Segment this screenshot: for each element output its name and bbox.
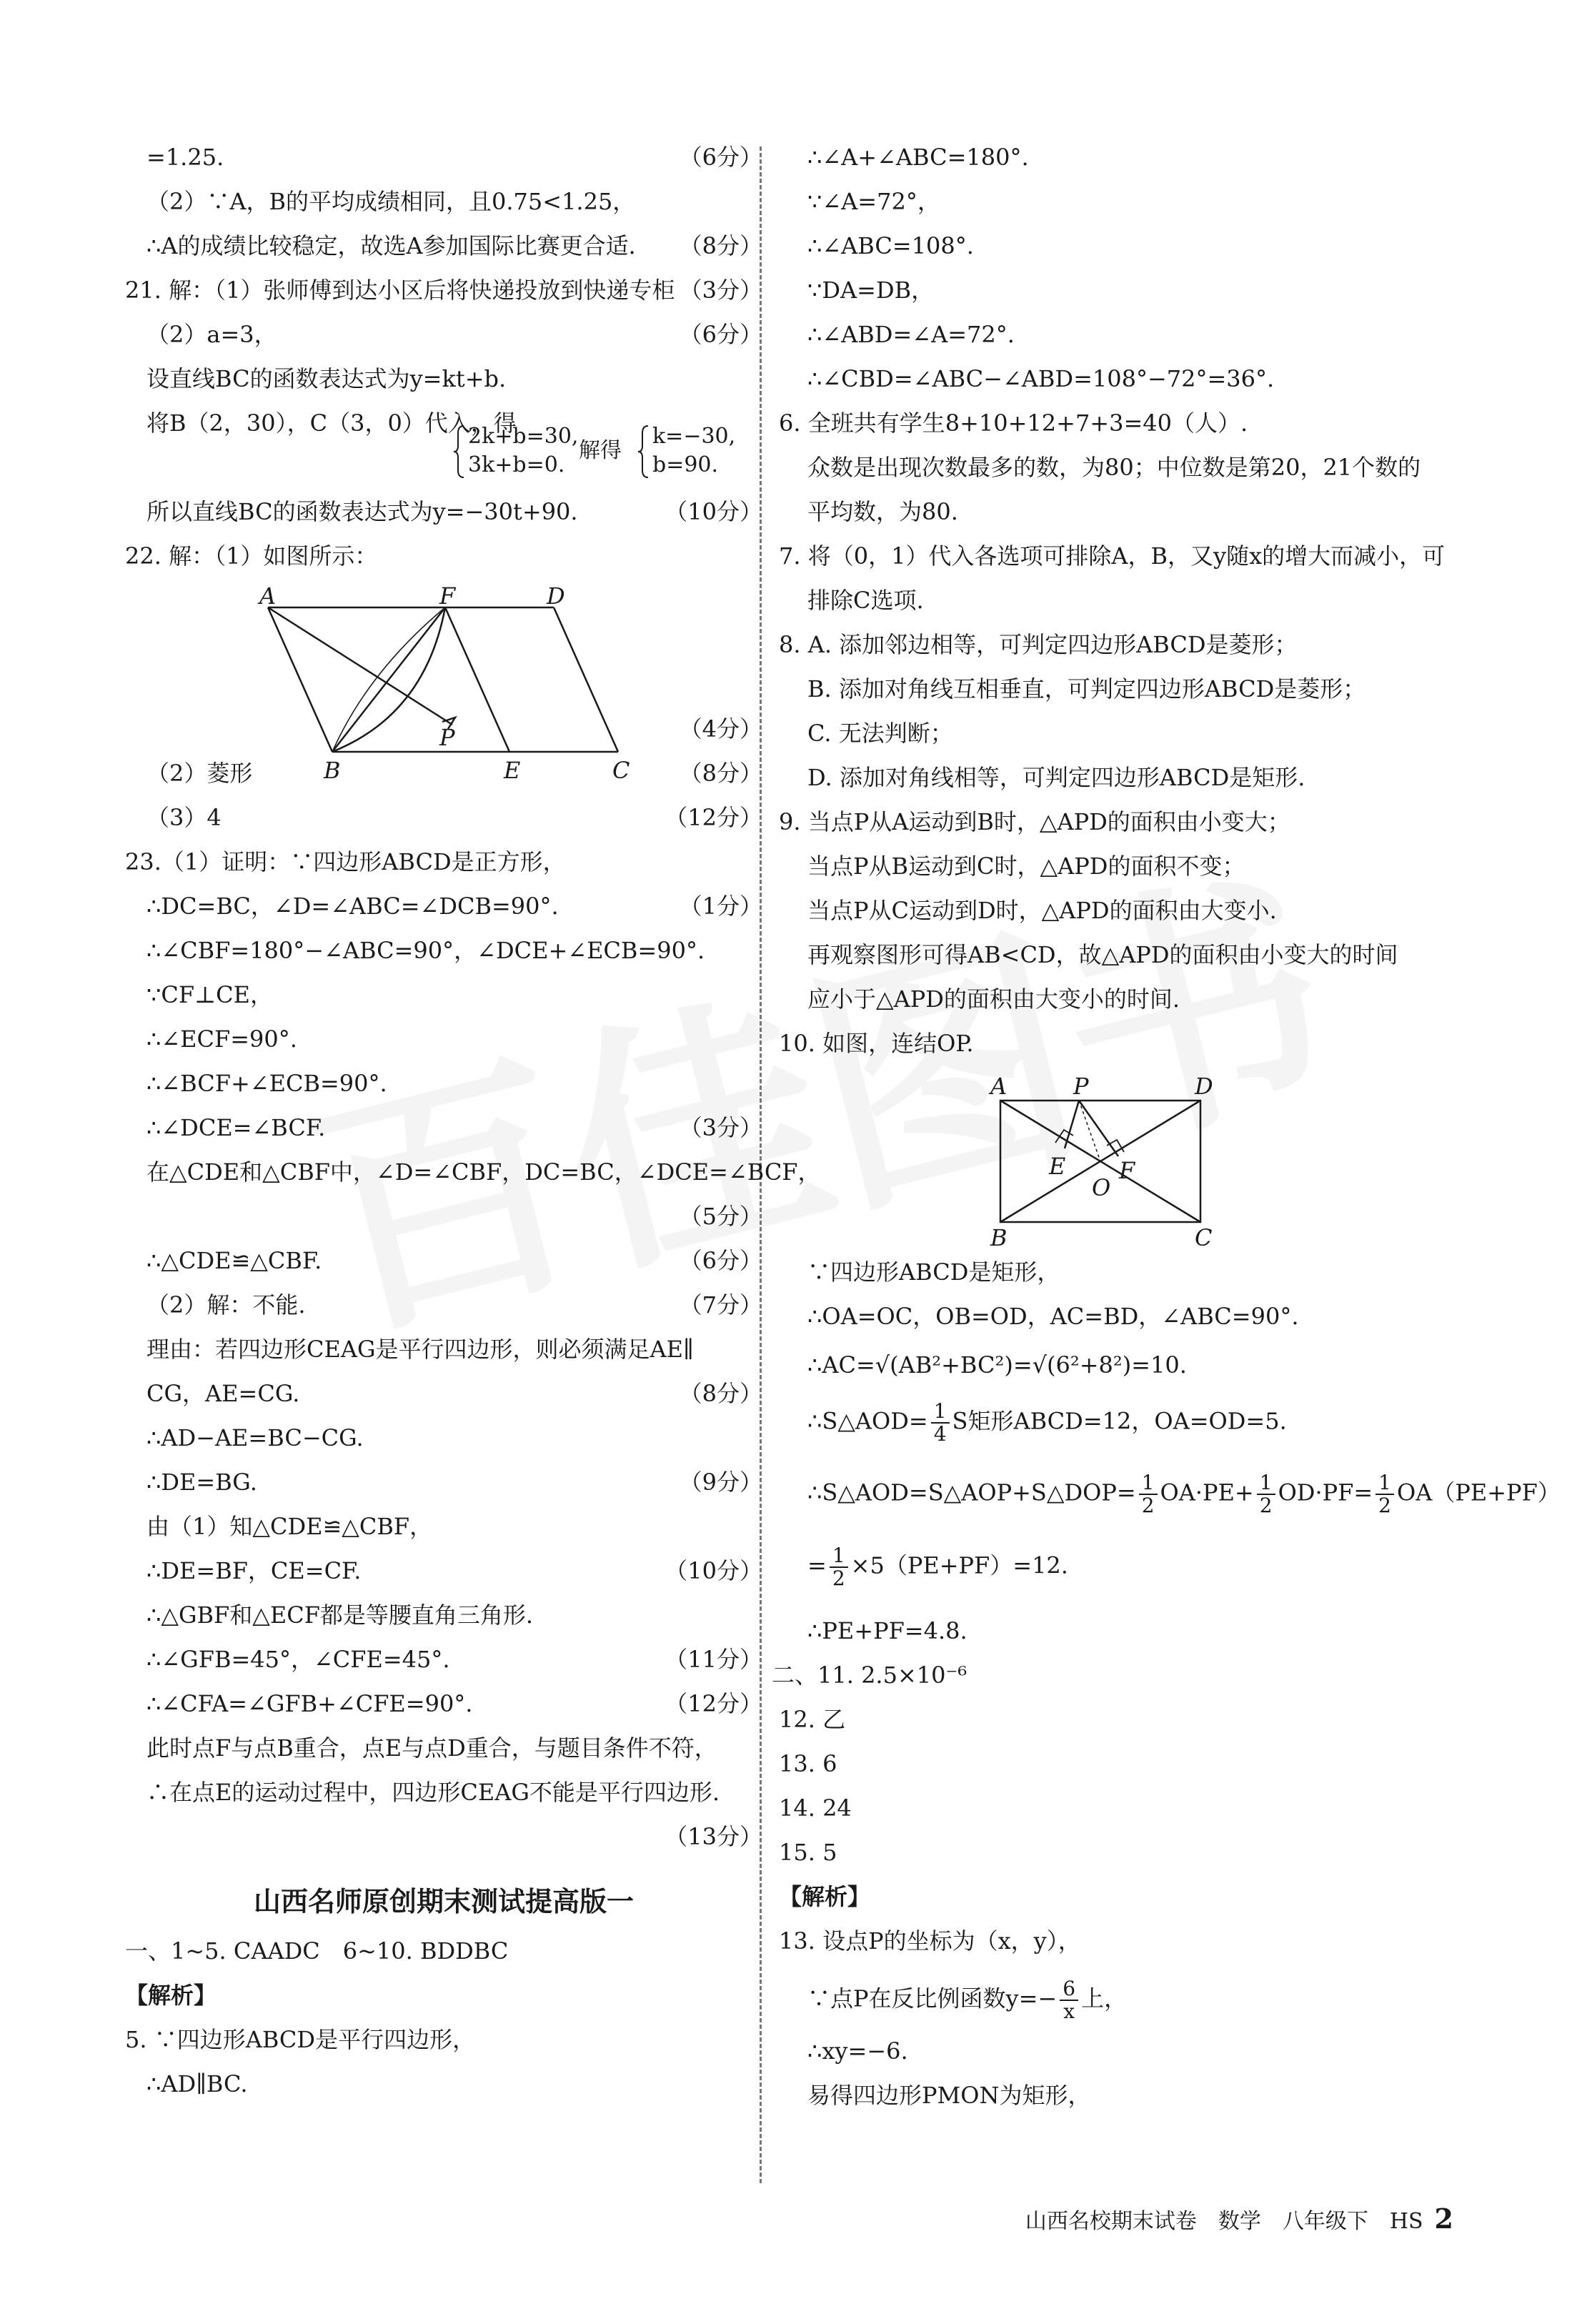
left-line <box>146 143 761 172</box>
figure-parallelogram <box>247 582 675 784</box>
right-line: 平均数，为80. <box>807 498 958 525</box>
left-line <box>146 232 761 260</box>
left-line <box>146 1778 761 1807</box>
score-mark: （10分） <box>665 498 762 525</box>
left-line <box>146 1335 761 1364</box>
fraction: $\frac{1}{2}$ <box>1139 1472 1158 1516</box>
right-line: B. 添加对角线互相垂直，可判定四边形ABCD是菱形； <box>807 675 1366 702</box>
label-A: A <box>990 1073 1008 1100</box>
left-line <box>146 1689 761 1718</box>
left-line <box>146 936 761 965</box>
right-line: ∴PE+PF=4.8. <box>807 1617 967 1644</box>
fraction: $\frac{6}{x}$ <box>1060 1978 1078 2022</box>
score-mark: （6分） <box>679 1247 762 1274</box>
score-mark: （6分） <box>679 321 762 348</box>
right-line: 8. A. 添加邻边相等，可判定四边形ABCD是菱形； <box>779 631 1298 658</box>
left-line <box>146 1379 761 1408</box>
score-mark: （7分） <box>679 1291 762 1319</box>
left-line <box>146 980 761 1009</box>
left-line-text: （2）∵A，B的平均成绩相同，且0.75<1.25， <box>146 188 636 215</box>
right-line: 6. 全班共有学生8+10+12+7+3=40（人）. <box>779 409 1248 437</box>
right-line: ∵点P在反比例函数y=− $\frac{6}{x}$ 上， <box>807 1977 1128 2023</box>
label-P: P <box>1073 1073 1089 1100</box>
left-line-text: 此时点F与点B重合，点E与点D重合，与题目条件不符， <box>146 1734 717 1762</box>
right-line: 排除C选项. <box>807 587 924 614</box>
left-line <box>125 848 761 876</box>
left-line-text: ∴∠BCF+∠ECB=90°. <box>146 1070 387 1097</box>
left-line <box>146 1113 761 1142</box>
left-line-text: ∵CF⊥CE， <box>146 981 273 1008</box>
right-line: ∴∠CBD=∠ABC−∠ABD=108°−72°=36°. <box>807 365 1275 392</box>
score-mark: （10分） <box>665 1557 762 1584</box>
right-line: 14. 24 <box>779 1794 852 1822</box>
left-line-text: （3）4 <box>146 804 222 831</box>
left-line <box>146 1025 761 1053</box>
right-line: ∴∠ABD=∠A=72°. <box>807 321 1015 348</box>
equation-system <box>454 423 754 480</box>
right-line: = $\frac{1}{2}$ ×5（PE+PF）=12. <box>807 1544 1068 1590</box>
label-D: D <box>1195 1073 1213 1100</box>
left-line-text: 22. 解：（1）如图所示： <box>125 542 378 570</box>
fraction: $\frac{1}{2}$ <box>1375 1472 1394 1516</box>
page-number: 2 <box>1434 2203 1453 2235</box>
left-line-text: ∴∠ECF=90°. <box>146 1026 297 1053</box>
left-line-text: 23.（1）证明：∵四边形ABCD是正方形， <box>125 848 566 875</box>
left-line <box>146 1468 761 1496</box>
right-line: 13. 设点P的坐标为（x，y）， <box>779 1927 1081 1955</box>
section-title: 山西名师原创期末测试提高版一 <box>254 1885 635 1917</box>
right-line: ∴S△AOD=S△AOP+S△DOP= $\frac{1}{2}$ OA·PE+ $\frac{1}{2}$ OD·PF= $\frac{1}{2}$ OA（PE+PF） <box>807 1471 1561 1517</box>
left-line-text: ∴在点E的运动过程中，四边形CEAG不能是平行四边形. <box>146 1779 720 1806</box>
left-line <box>146 1158 821 1186</box>
label-E: E <box>504 757 521 784</box>
right-line: 众数是出现次数最多的数，为80；中位数是第20，21个数的 <box>807 454 1421 481</box>
left-line-text: CG，AE=CG. <box>146 1380 300 1407</box>
left-line <box>146 1734 761 1762</box>
score-mark: （8分） <box>679 232 762 259</box>
label-F: F <box>439 582 456 610</box>
score-mark: （6分） <box>679 144 762 171</box>
left-line-text: ∴∠CBF=180°−∠ABC=90°，∠DCE+∠ECB=90°. <box>146 937 705 964</box>
score-mark: （1分） <box>679 893 762 920</box>
left-line-text: ∴A的成绩比较稳定，故选A参加国际比赛更合适． <box>146 232 652 259</box>
left-line-text: ∴∠DCE=∠BCF. <box>146 1114 326 1141</box>
right-line: 再观察图形可得AB<CD，故△APD的面积由小变大的时间 <box>807 941 1398 968</box>
label-C: C <box>1195 1224 1213 1251</box>
left-answer-line: 一、1~5. CAADC 6~10. BDDBC <box>125 1937 509 1965</box>
label-B: B <box>324 757 341 784</box>
score-mark: （5分） <box>679 1203 762 1230</box>
right-line: 10. 如图，连结OP. <box>779 1030 974 1057</box>
left-line-text: ∴∠GFB=45°，∠CFE=45°. <box>146 1646 450 1673</box>
left-line-text: =1.25. <box>146 144 224 171</box>
left-line <box>146 1246 761 1275</box>
right-line: 12. 乙 <box>779 1706 846 1733</box>
right-line: ∴S△AOD= $\frac{1}{4}$ S矩形ABCD=12，OA=OD=5. <box>807 1399 1287 1446</box>
score-mark: （9分） <box>679 1469 762 1496</box>
right-line: 13. 6 <box>779 1750 837 1777</box>
score-mark: （11分） <box>665 1646 762 1673</box>
score-mark: （8分） <box>679 760 762 787</box>
left-line <box>146 1424 761 1452</box>
left-line <box>125 276 762 304</box>
left-line <box>146 1601 761 1629</box>
left-line <box>146 1645 761 1674</box>
right-line: ∴∠ABC=108°. <box>807 232 974 259</box>
left-line-text: 在△CDE和△CBF中，∠D=∠CBF，DC=BC，∠DCE=∠BCF， <box>146 1158 821 1186</box>
rectangle-diagram <box>986 1072 1215 1243</box>
right-line: 【解析】 <box>779 1883 871 1910</box>
left-line-text: 将B（2，30），C（3，0）代入，得 <box>146 409 517 437</box>
fraction: $\frac{1}{4}$ <box>931 1401 950 1445</box>
left-line <box>146 1202 761 1231</box>
label-O: O <box>1092 1174 1111 1201</box>
left-line <box>146 1291 761 1319</box>
right-line: ∴∠A+∠ABC=180°. <box>807 144 1029 171</box>
right-line: ∵DA=DB， <box>807 277 935 304</box>
left-line <box>146 1512 761 1541</box>
left-line <box>146 497 761 526</box>
score-mark: （13分） <box>665 1823 762 1850</box>
left-line-text: 所以直线BC的函数表达式为y=−30t+90. <box>146 498 578 525</box>
label-P: P <box>439 724 455 751</box>
parallelogram-diagram <box>247 586 675 772</box>
left-line-text: ∴△GBF和△ECF都是等腰直角三角形. <box>146 1602 534 1629</box>
left-line-text: ∴AD−AE=BC−CG. <box>146 1424 364 1451</box>
left-line <box>146 1822 761 1851</box>
score-mark: （3分） <box>679 1114 762 1141</box>
right-line: ∴xy=−6. <box>807 2037 908 2065</box>
left-line-text: （2）a=3， <box>146 321 277 348</box>
left-line <box>125 542 761 570</box>
left-line <box>146 364 761 393</box>
left-line <box>146 892 761 920</box>
right-line: 易得四边形PMON为矩形， <box>807 2082 1091 2109</box>
solve-label: 解得 <box>579 438 622 463</box>
left-line-text: ∴∠CFA=∠GFB+∠CFE=90°. <box>146 1690 473 1717</box>
right-line: ∴OA=OC，OB=OD，AC=BD，∠ABC=90°. <box>807 1303 1299 1330</box>
figure-rectangle <box>986 1072 1215 1251</box>
right-line: 应小于△APD的面积由大变小的时间. <box>807 985 1180 1013</box>
sol-1: k=−30, <box>652 424 736 449</box>
right-line: 二、11. 2.5×10⁻⁶ <box>772 1662 967 1689</box>
right-line: 9. 当点P从A运动到B时，△APD的面积由小变大； <box>779 808 1290 835</box>
left-answer-line: 【解析】 <box>125 1982 217 2009</box>
left-answer-line: ∴AD∥BC. <box>146 2070 248 2097</box>
left-line-text: 21. 解：（1）张师傅到达小区后将快递投放到快递专柜 <box>125 277 675 304</box>
score-mark: （3分） <box>679 277 762 304</box>
left-line <box>146 1556 761 1585</box>
label-C: C <box>612 757 630 784</box>
right-line: 7. 将（0，1）代入各选项可排除A，B，又y随x的增大而减小，可 <box>779 542 1446 570</box>
left-line-text: 由（1）知△CDE≌△CBF， <box>146 1513 433 1540</box>
score-mark: （12分） <box>665 1690 762 1717</box>
left-line <box>146 1069 761 1098</box>
left-line <box>146 320 761 349</box>
right-line: C. 无法判断； <box>807 720 953 747</box>
left-line-text: ∴DC=BC，∠D=∠ABC=∠DCB=90°. <box>146 893 559 920</box>
fraction: $\frac{1}{2}$ <box>1257 1472 1275 1516</box>
left-line <box>146 187 761 216</box>
label-B: B <box>990 1224 1008 1251</box>
footer-text: 山西名校期末试卷 数学 八年级下 HS <box>1025 2209 1423 2234</box>
right-line: 当点P从C运动到D时，△APD的面积由大变小. <box>807 897 1277 924</box>
left-line-text: （2）菱形 <box>146 760 253 787</box>
page-footer <box>1025 2203 1453 2235</box>
score-mark: （12分） <box>665 804 762 831</box>
left-line-text: ∴△CDE≌△CBF. <box>146 1247 322 1274</box>
left-line <box>146 803 761 832</box>
right-line: 当点P从B运动到C时，△APD的面积不变； <box>807 853 1245 880</box>
score-mark: （4分） <box>679 715 762 743</box>
label-E: E <box>1049 1153 1066 1180</box>
left-line-text: （2）解：不能. <box>146 1291 306 1319</box>
left-line-text: ∴DE=BF，CE=CF. <box>146 1557 362 1584</box>
label-A: A <box>259 582 277 610</box>
right-line: ∵∠A=72°， <box>807 188 940 215</box>
label-F: F <box>1119 1157 1135 1184</box>
eq-2: 3k+b=0. <box>468 452 565 477</box>
left-line-text: 设直线BC的函数表达式为y=kt+b. <box>146 365 507 392</box>
score-mark: （8分） <box>679 1380 762 1407</box>
right-line: D. 添加对角线相等，可判定四边形ABCD是矩形. <box>807 764 1305 791</box>
eq-1: 2k+b=30, <box>468 424 579 449</box>
left-line-text: 理由：若四边形CEAG是平行四边形，则必须满足AE∥ <box>146 1336 694 1363</box>
right-line: 15. 5 <box>779 1839 837 1866</box>
label-D: D <box>547 582 565 610</box>
left-line-text: ∴DE=BG. <box>146 1469 257 1496</box>
right-line: ∵四边形ABCD是矩形， <box>807 1258 1060 1286</box>
sol-2: b=90. <box>652 452 719 477</box>
fraction: $\frac{1}{2}$ <box>830 1545 848 1589</box>
left-answer-line: 5. ∵四边形ABCD是平行四边形， <box>125 2026 476 2053</box>
right-line: ∴AC=√(AB²+BC²)=√(6²+8²)=10. <box>807 1351 1187 1379</box>
